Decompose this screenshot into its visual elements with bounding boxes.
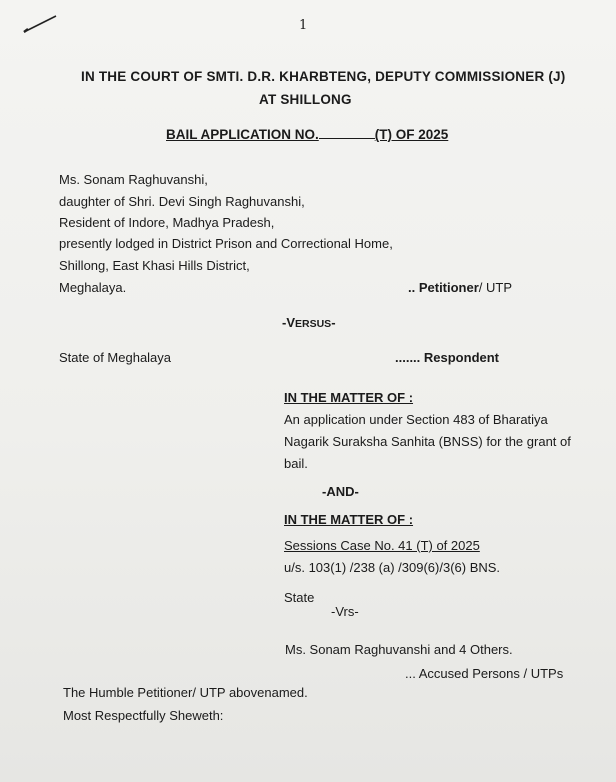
sessions-case: Sessions Case No. 41 (T) of 2025 xyxy=(284,538,480,553)
closing-line2: Most Respectfully Sheweth: xyxy=(63,708,224,723)
page-number: 1 xyxy=(299,18,308,33)
matter-line: bail. xyxy=(284,456,308,471)
pen-stroke-mark xyxy=(22,12,58,36)
petitioner-line: Resident of Indore, Madhya Pradesh, xyxy=(59,215,275,230)
bail-application-suffix: (T) OF 2025 xyxy=(374,127,449,142)
court-heading-line1: IN THE COURT OF SMTI. D.R. KHARBTENG, DEPUTY COMMISSIONER (J) xyxy=(81,69,566,84)
court-heading-line2: AT SHILLONG xyxy=(259,92,352,107)
matter-line: An application under Section 483 of Bharatiya xyxy=(284,412,548,427)
bail-application-prefix: BAIL APPLICATION NO. xyxy=(166,127,319,142)
and-separator: -AND- xyxy=(322,484,359,499)
closing-line1: The Humble Petitioner/ UTP abovenamed. xyxy=(63,685,308,700)
petitioner-role-bold: .. Petitioner xyxy=(408,280,479,295)
versus-separator xyxy=(282,315,336,330)
respondent-role: ....... Respondent xyxy=(395,350,500,365)
petitioner-role-rest: / UTP xyxy=(478,280,513,295)
versus-tail: - xyxy=(331,315,336,330)
sections: u/s. 103(1) /238 (a) /309(6)/3(6) BNS. xyxy=(284,560,501,575)
accused-role: ... Accused Persons / UTPs xyxy=(405,666,564,681)
vrs-label: -Vrs- xyxy=(331,604,359,619)
versus-lead: -V xyxy=(282,315,295,330)
state-label: State xyxy=(284,590,315,605)
petitioner-line: daughter of Shri. Devi Singh Raghuvanshi, xyxy=(59,194,305,209)
matter-heading-2: IN THE MATTER OF : xyxy=(284,512,414,527)
petitioner-line: presently lodged in District Prison and Correctional Home, xyxy=(59,236,393,251)
bail-application-number xyxy=(166,127,448,142)
matter-heading-1: IN THE MATTER OF : xyxy=(284,390,414,405)
respondent-name: State of Meghalaya xyxy=(59,350,172,365)
versus-smallcaps: ERSUS xyxy=(295,318,332,330)
petitioner-line: Ms. Sonam Raghuvanshi, xyxy=(59,172,208,187)
matter-line: Nagarik Suraksha Sanhita (BNSS) for the grant of xyxy=(284,434,571,449)
petitioner-role xyxy=(408,280,512,295)
petitioner-line: Meghalaya. xyxy=(59,280,127,295)
petitioner-line: Shillong, East Khasi Hills District, xyxy=(59,258,250,273)
blank-number-line xyxy=(319,128,375,139)
accused-names: Ms. Sonam Raghuvanshi and 4 Others. xyxy=(285,642,513,657)
